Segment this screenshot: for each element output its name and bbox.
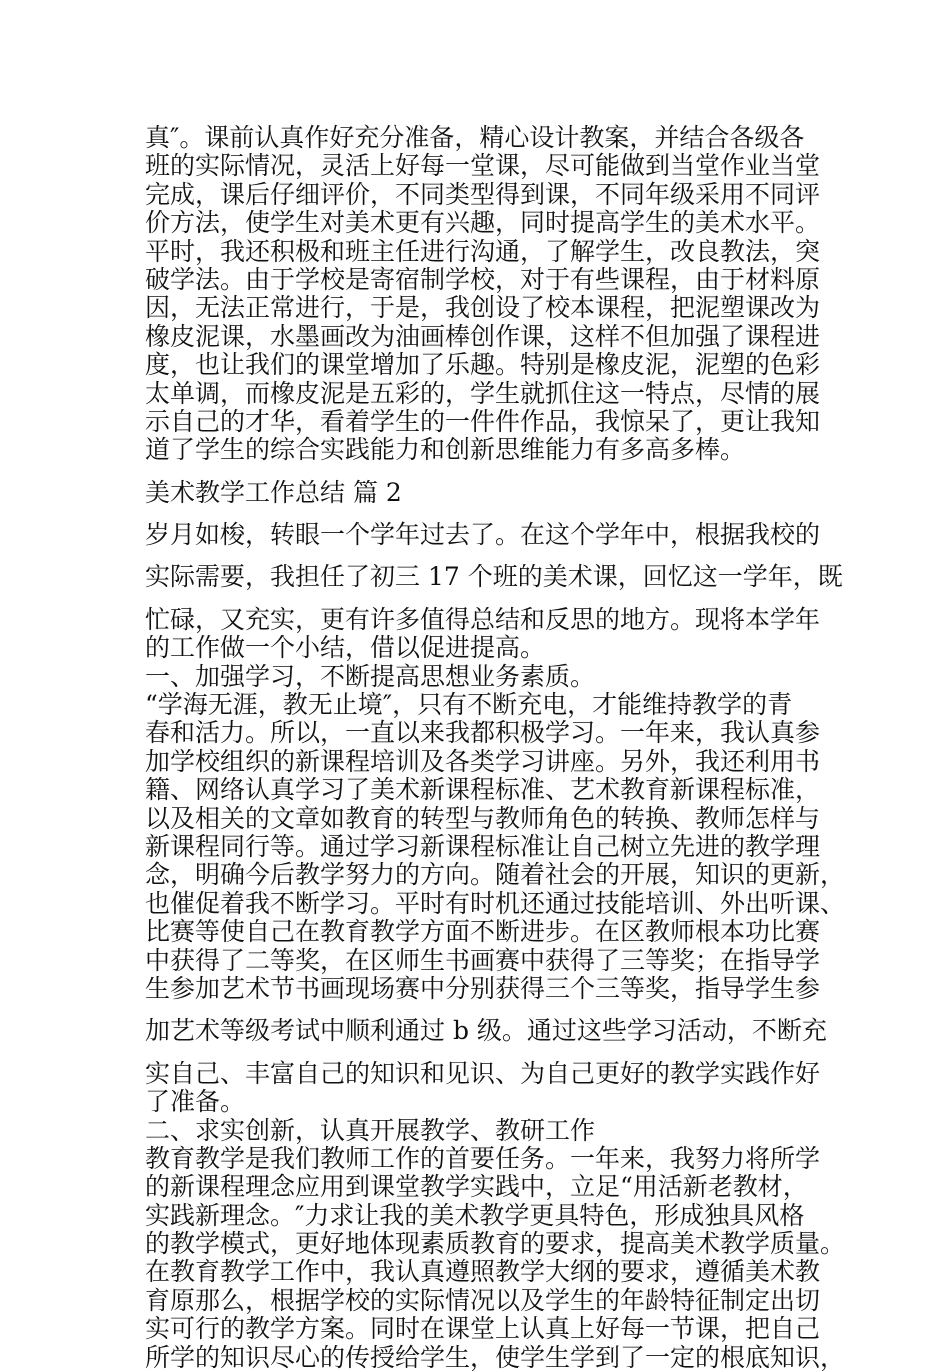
text-line: 二、求实创新，认真开展教学、教研工作	[145, 1115, 596, 1145]
text-line: 的教学模式，更好地体现素质教育的要求，提高美术教学质量。	[145, 1229, 846, 1259]
paragraph-gap	[145, 1046, 825, 1060]
text-line: 实可行的教学方案。同时在课堂上认真上好每一节课，把自己	[145, 1314, 821, 1344]
paragraph-gap	[145, 465, 825, 479]
paragraph-gap	[145, 592, 825, 606]
text-line: 岁月如梭，转眼一个学年过去了。在这个学年中，根据我校的	[145, 520, 821, 550]
text-line: “学海无涯，教无止境″，只有不断充电，才能维持教学的青	[145, 690, 793, 720]
text-line: 破学法。由于学校是寄宿制学校，对于有些课程，由于材料原	[145, 264, 821, 294]
text-line: 春和活力。所以，一直以来我都积极学习。一年来，我认真参	[145, 718, 821, 748]
text-line: 育原那么，根据学校的实际情况以及学生的年龄特征制定出切	[145, 1285, 821, 1315]
text-line: 班的实际情况，灵活上好每一堂课，尽可能做到当堂作业当堂	[145, 151, 821, 181]
text-line: 真″。课前认真作好充分准备，精心设计教案，并结合各级各	[145, 123, 805, 152]
text-line: 实践新理念。″力求让我的美术教学更具特色，形成独具风格	[145, 1200, 805, 1230]
text-line: 实自己、丰富自己的知识和见识、为自己更好的教学实践作好	[145, 1058, 821, 1088]
text-line: 生参加艺术节书画现场赛中分别获得三个三等奖，指导学生参	[145, 973, 821, 1003]
text-line: 新课程同行等。通过学习新课程标准让自己树立先进的教学理	[145, 831, 821, 861]
text-line: 忙碌，又充实，更有许多值得总结和反思的地方。现将本学年	[145, 604, 821, 634]
text-line: 的新课程理念应用到课堂教学实践中，立足“用活新老教材，	[145, 1172, 808, 1202]
text-line: 加艺术等级考试中顺利通过 b 级。通过这些学习活动，不断充	[145, 1016, 827, 1046]
text-line: 加学校组织的新课程培训及各类学习讲座。另外，我还利用书	[145, 746, 821, 776]
paragraph-gap	[145, 1003, 825, 1017]
document-body	[145, 123, 846, 1372]
text-line: 一、加强学习，不断提高思想业务素质。	[145, 661, 596, 691]
text-line: 比赛等使自己在教育教学方面不断进步。在区教师根本功比赛	[145, 917, 821, 947]
text-line: 念，明确今后教学努力的方向。随着社会的开展，知识的更新，	[145, 860, 846, 890]
text-line: 平时，我还积极和班主任进行沟通，了解学生，改良教法，突	[145, 236, 821, 266]
text-line: 了准备。	[145, 1087, 246, 1117]
paragraph-gap	[145, 549, 825, 563]
text-line: 在教育教学工作中，我认真遵照教学大纲的要求，遵循美术教	[145, 1257, 821, 1287]
text-line: 中获得了二等奖，在区师生书画赛中获得了三等奖；在指导学	[145, 945, 821, 975]
text-line: 因，无法正常进行，于是，我创设了校本课程，把泥塑课改为	[145, 293, 821, 323]
paragraph-gap	[145, 507, 825, 521]
text-line: 所学的知识尽心的传授给学生，使学生学到了一定的根底知识，	[145, 1342, 846, 1372]
text-line: 道了学生的综合实践能力和创新思维能力有多高多棒。	[145, 435, 746, 465]
text-line: 价方法，使学生对美术更有兴趣，同时提高学生的美术水平。	[145, 208, 821, 238]
text-line: 教育教学是我们教师工作的首要任务。一年来，我努力将所学	[145, 1143, 821, 1173]
text-line: 橡皮泥课，水墨画改为油画棒创作课，这样不但加强了课程进	[145, 321, 821, 351]
text-line: 也催促着我不断学习。平时有时机还通过技能培训、外出听课、	[145, 888, 846, 918]
text-line: 的工作做一个小结，借以促进提高。	[145, 633, 546, 663]
text-line: 以及相关的文章如教育的转型与教师角色的转换、教师怎样与	[145, 803, 821, 833]
text-line: 太单调，而橡皮泥是五彩的，学生就抓住这一特点，尽情的展	[145, 378, 821, 408]
text-line: 度，也让我们的课堂增加了乐趣。特别是橡皮泥，泥塑的色彩	[145, 350, 821, 380]
text-line: 美术教学工作总结 篇 2	[145, 477, 402, 507]
text-line: 示自己的才华，看着学生的一件件作品，我惊呆了，更让我知	[145, 406, 821, 436]
text-line: 完成，课后仔细评价，不同类型得到课，不同年级采用不同评	[145, 179, 821, 209]
text-line: 籍、网络认真学习了美术新课程标准、艺术教育新课程标准，	[145, 775, 821, 805]
text-line: 实际需要，我担任了初三 17 个班的美术课，回忆这一学年，既	[145, 562, 843, 592]
